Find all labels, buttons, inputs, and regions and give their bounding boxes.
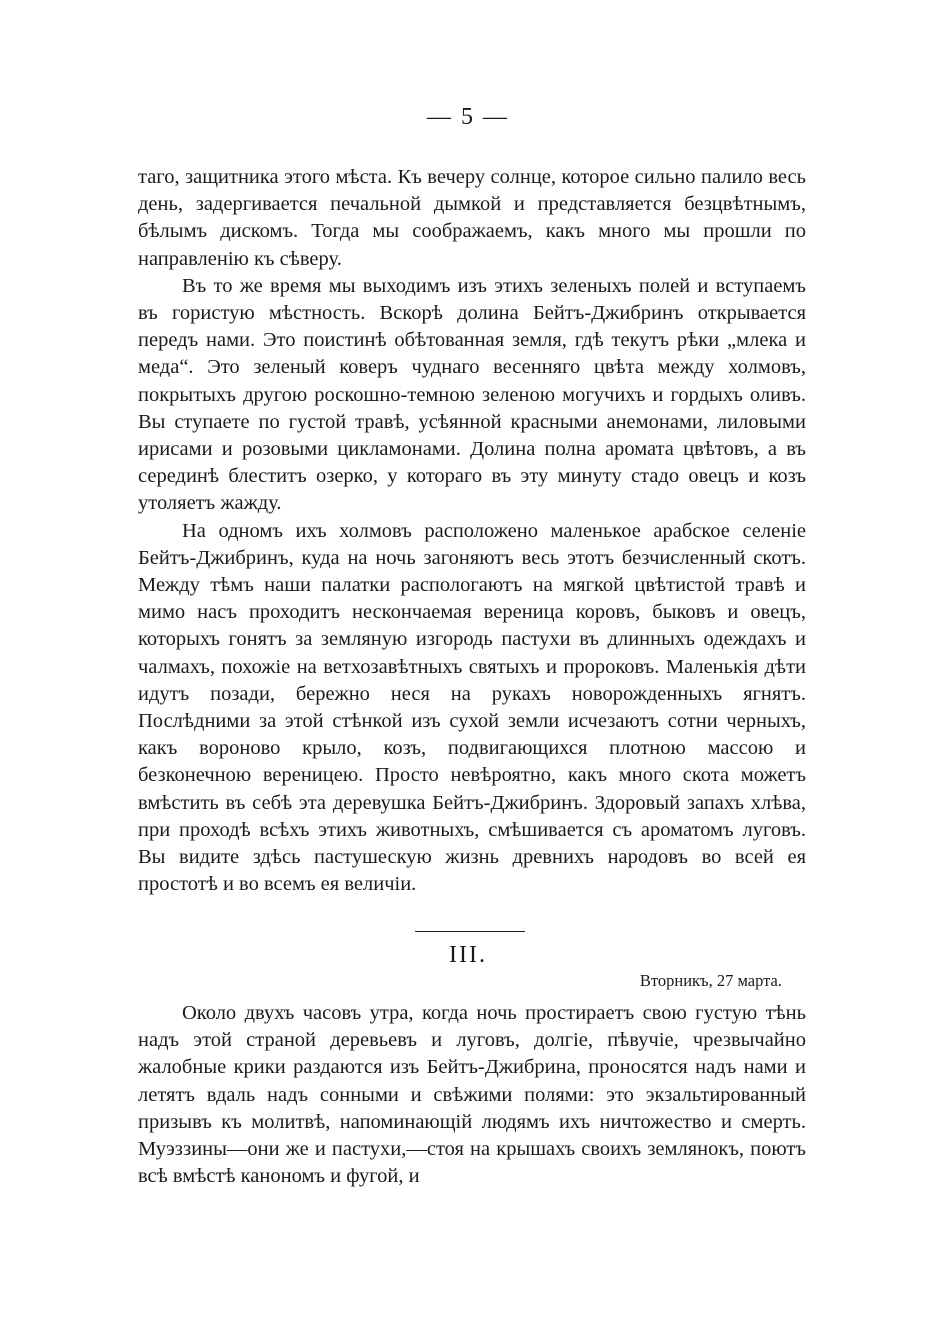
section-heading: III. xyxy=(449,942,487,968)
dateline: Вторникъ, 27 марта. xyxy=(639,971,782,990)
paragraph-night-call: Около двухъ часовъ утра, когда ночь простираетъ свою густую тѣнь надъ этой страной деревьевъ и луговъ, долгіе, пѣвучіе, чрезвычайно жалобные крики раздаются изъ Бейтъ-Джибрина, проносятся надъ нами и летятъ вдаль надъ сонными и свѣжими полями: это экзальтированный призывъ къ молитвѣ, напоминающій людямъ ихъ ничтожество и смерть. Муэззины—они же и пастухи,—стоя на крышахъ своихъ землянокъ, поютъ всѣ вмѣстѣ канономъ и фугой, и xyxy=(138,1002,806,1188)
text-block-bottom xyxy=(138,1000,806,1190)
page-number: — 5 — xyxy=(427,104,509,130)
paragraph-continuation: таго, защитника этого мѣста. Къ вечеру солнце, которое сильно палило весь день, задергивается печальной дымкой и представляется безцвѣтнымъ, бѣлымъ дискомъ. Тогда мы соображаемъ, какъ много мы прошли по направленію къ сѣверу. xyxy=(138,166,806,270)
paragraph-valley: Въ то же время мы выходимъ изъ этихъ зеленыхъ полей и вступаемъ въ гористую мѣстность. Вскорѣ долина Бейтъ-Джибринъ открывается передъ нами. Это поистинѣ обѣтованная земля, гдѣ текутъ рѣки „млека и меда“. Это зеленый коверъ чуднаго весенняго цвѣта между холмовъ, покрытыхъ другою роскошно-темною зеленою могучихъ и гордыхъ оливъ. Вы ступаете по густой травѣ, усѣянной красными анемонами, лиловыми ирисами и розовыми цикламонами. Долина полна аромата цвѣтовъ, а въ серединѣ блеститъ озерко, у котораго въ эту минуту стадо овецъ и козъ утоляетъ жажду. xyxy=(138,274,806,515)
section-divider xyxy=(415,931,525,932)
paragraph-village: На одномъ ихъ холмовъ расположено маленькое арабское селеніе Бейтъ-Джибринъ, куда на ночь загоняютъ весь этотъ безчисленный скотъ. Между тѣмъ наши палатки распологаютъ на мягкой цвѣтистой травѣ и мимо насъ проходитъ нескончаемая вереница коровъ, быковъ и овецъ, которыхъ гонятъ за земляную изгородь пастухи въ длинныхъ одеждахъ и чалмахъ, похожіе на ветхозавѣтныхъ святыхъ и пророковъ. Маленькія дѣти идутъ позади, бережно неся на рукахъ новорожденныхъ ягнятъ. Послѣдними за этой стѣнкой изъ сухой земли исчезаютъ сотни черныхъ, какъ вороново крыло, козъ, подвигающихся плотною массою и безконечною вереницею. Просто невѣроятно, какъ много скота можетъ вмѣстить въ себѣ эта деревушка Бейтъ-Джибринъ. Здоровый запахъ хлѣва, при проходѣ всѣхъ этихъ животныхъ, смѣшивается съ ароматомъ луговъ. Вы видите здѣсь пастушескую жизнь древнихъ народовъ во всей ея простотѣ и во всемъ ея величіи. xyxy=(138,519,806,896)
text-block-top xyxy=(138,164,806,898)
